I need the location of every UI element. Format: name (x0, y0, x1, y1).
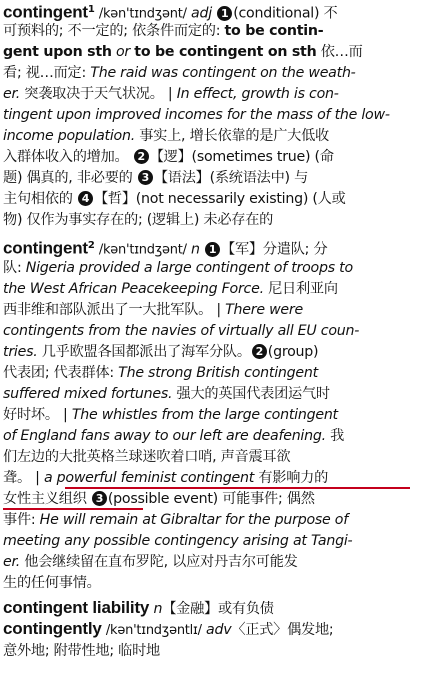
example-sentence: tingent upon improved incomes for the mass of the low- (3, 107, 390, 123)
definition-text: 【金融】或有负债 (162, 601, 274, 617)
example-sentence: er. (3, 86, 21, 102)
definition-text: (conditional) 不 (233, 5, 338, 22)
definition-text: (group) (267, 344, 319, 360)
definition-text: 【哲】(not necessarily existing) (人或 (93, 191, 346, 207)
sense-number: 1 (217, 6, 232, 21)
headword: contingent liability (3, 598, 150, 617)
example-translation: 聋。 | (3, 470, 44, 486)
example-sentence: The strong British contingent (118, 365, 318, 381)
phrase-connector: or (111, 44, 135, 60)
example-translation: 事实上, 增长依靠的是广大低收 (134, 128, 329, 144)
definition-text: 依…而 (316, 44, 363, 60)
sense-number: 2 (252, 344, 267, 359)
part-of-speech: adj (191, 5, 212, 22)
example-sentence: suffered mixed fortunes. (3, 386, 173, 402)
example-translation: 强大的英国代表团运气时 (172, 386, 330, 402)
headword: contingently (3, 619, 102, 638)
definition-text: 【语法】(系统语法中) 与 (153, 170, 309, 186)
definition-text: 看; 视…而定: (3, 65, 91, 81)
pronunciation: /kən'tɪndʒənt/ (98, 6, 187, 22)
example-sentence: In effect, growth is con- (176, 86, 339, 102)
example-translation: 几乎欧盟各国都派出了海军分队。 (37, 344, 251, 360)
phrase: to be contingent on sth (134, 44, 317, 60)
example-translation: 突袭取决于天气状况。 | (20, 86, 177, 102)
part-of-speech: n (153, 601, 163, 617)
sense-number: 3 (138, 170, 153, 185)
example-translation: 我 (325, 428, 345, 444)
definition-text: 主句相依的 (3, 191, 77, 207)
phrase: to be contin- (224, 23, 324, 39)
example-sentence: of England fans away to our left are deafening. (3, 428, 326, 444)
example-translation: 尼日利亚向 (263, 281, 338, 297)
example-sentence: income population. (3, 128, 135, 144)
example-translation: 西非维和部队派出了一大批军队。 | (3, 302, 226, 318)
example-sentence: er. (3, 554, 21, 570)
sense-number: 3 (92, 491, 107, 506)
example-sentence: contingents from the navies of virtually all EU coun- (3, 323, 360, 339)
definition-text: (possible event) 可能事件; 偶然 (107, 491, 315, 507)
pronunciation: /kən'tɪndʒəntlɪ/ (105, 623, 202, 638)
example-sentence: He will remain at Gibraltar for the purpose of (39, 512, 348, 528)
headword: contingent (3, 238, 88, 258)
headword: contingent (3, 2, 88, 22)
definition-text: 题) 偶真的, 非必要的 (3, 170, 137, 186)
definition-text: 事件: (3, 512, 40, 528)
example-translation: 好时坏。 | (3, 407, 72, 423)
highlighted-translation: 女性主义组织 (3, 491, 91, 507)
definition-text: 意外地; 附带性地; 临时地 (3, 643, 160, 659)
definition-text: 【军】分遣队; 分 (221, 241, 328, 258)
example-sentence: meeting any possible contingency arising at Tangi- (3, 533, 353, 549)
highlighted-example: a powerful feminist contingent (43, 470, 255, 486)
example-sentence: Nigeria provided a large contingent of troops to (25, 260, 353, 276)
example-translation: 有影响力的 (254, 470, 329, 486)
example-translation: 生的任何事情。 (3, 575, 101, 591)
definition-text: 可预料的; 不一定的; 依条件而定的: (3, 23, 225, 39)
homograph-number: 2 (87, 240, 95, 251)
definition-text: 代表团; 代表群体: (3, 365, 119, 381)
example-sentence: The raid was contingent on the weath- (90, 65, 356, 81)
part-of-speech: adv (206, 622, 232, 638)
definition-text: 【逻】(sometimes true) (命 (149, 149, 334, 165)
sense-number: 1 (205, 242, 220, 257)
example-sentence: tries. (3, 344, 38, 360)
example-sentence: the West African Peacekeeping Force. (3, 281, 264, 297)
sense-number: 2 (134, 149, 149, 164)
example-sentence: The whistles from the large contingent (71, 407, 338, 423)
phrase: gent upon sth (3, 44, 112, 60)
pronunciation: /kən'tɪndʒənt/ (98, 242, 187, 258)
definition-text: 〈正式〉偶发地; (231, 622, 334, 638)
sense-number: 4 (78, 191, 93, 206)
example-translation: 们左边的大批英格兰球迷吹着口哨, 声音震耳欲 (3, 449, 291, 465)
definition-text: 队: (3, 260, 26, 276)
example-translation: 他会继续留在直布罗陀, 以应对丹吉尔可能发 (20, 554, 298, 570)
example-translation: 入群体收入的增加。 (3, 149, 129, 165)
example-sentence: There were (225, 302, 303, 318)
definition-text: 物) 仅作为事实存在的; (逻辑上) 未必存在的 (3, 212, 274, 228)
part-of-speech: n (191, 241, 200, 258)
homograph-number: 1 (87, 4, 95, 15)
